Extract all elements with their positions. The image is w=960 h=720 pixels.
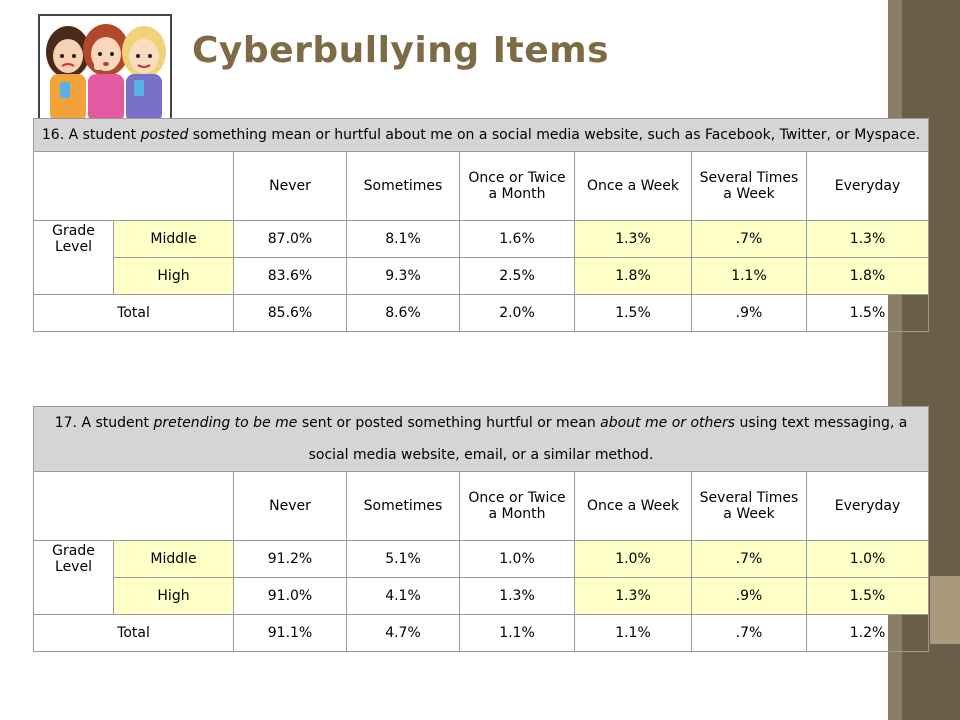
table-cell: 2.5% — [460, 258, 575, 295]
table-row-high — [34, 258, 929, 295]
table-cell: 5.1% — [347, 541, 460, 578]
table-cell: 1.6% — [460, 221, 575, 258]
table-cell: 1.2% — [807, 615, 929, 652]
column-header: Once or Twice a Month — [460, 472, 575, 541]
question-17-table — [33, 406, 929, 652]
column-header: Everyday — [807, 472, 929, 541]
table-cell: 1.3% — [460, 578, 575, 615]
column-header: Never — [234, 472, 347, 541]
column-header: Everyday — [807, 152, 929, 221]
table-cell-highlight: .9% — [692, 578, 807, 615]
table-cell-highlight: .7% — [692, 221, 807, 258]
question-17-text: 17. A student pretending to be me sent or posted something hurtful or mean about me or others using text messaging, a social media website, email, or a similar method. — [34, 407, 929, 472]
table-cell: 1.1% — [575, 615, 692, 652]
table-cell: 9.3% — [347, 258, 460, 295]
table-cell: 8.6% — [347, 295, 460, 332]
table-cell-highlight: .7% — [692, 541, 807, 578]
table-cell: 87.0% — [234, 221, 347, 258]
column-header: Several Times a Week — [692, 472, 807, 541]
table-cell: 4.1% — [347, 578, 460, 615]
slide-title: Cyberbullying Items — [192, 30, 610, 71]
table-cell: 2.0% — [460, 295, 575, 332]
column-header: Several Times a Week — [692, 152, 807, 221]
empty-header-cell — [34, 472, 234, 541]
table-cell-highlight: 1.3% — [575, 578, 692, 615]
girls-illustration-icon — [38, 14, 172, 124]
slide-side-accent — [930, 576, 960, 644]
question-16-text: 16. A student posted something mean or hurtful about me on a social media website, such as Facebook, Twitter, or Myspace. — [34, 119, 929, 152]
question-16-table — [33, 118, 929, 332]
table-cell: 8.1% — [347, 221, 460, 258]
column-header: Sometimes — [347, 472, 460, 541]
table-cell-highlight: 1.3% — [575, 221, 692, 258]
table-row-total — [34, 295, 929, 332]
column-header: Sometimes — [347, 152, 460, 221]
row-label-middle: Middle — [114, 221, 234, 258]
table-cell: 1.5% — [575, 295, 692, 332]
row-label-grade-level: Grade Level — [34, 541, 114, 615]
table-cell-highlight: 1.8% — [575, 258, 692, 295]
table-cell: 1.0% — [460, 541, 575, 578]
table-row-middle — [34, 221, 929, 258]
table-row-total — [34, 615, 929, 652]
table-cell: 1.5% — [807, 295, 929, 332]
table-row-high — [34, 578, 929, 615]
table-cell-highlight: 1.0% — [575, 541, 692, 578]
empty-header-cell — [34, 152, 234, 221]
row-label-middle: Middle — [114, 541, 234, 578]
row-label-grade-level: Grade Level — [34, 221, 114, 295]
table-cell: 85.6% — [234, 295, 347, 332]
column-header: Never — [234, 152, 347, 221]
table-row-middle — [34, 541, 929, 578]
table-cell-highlight: 1.5% — [807, 578, 929, 615]
table-cell: .7% — [692, 615, 807, 652]
table-cell: 83.6% — [234, 258, 347, 295]
table-cell: 4.7% — [347, 615, 460, 652]
column-header: Once a Week — [575, 472, 692, 541]
table-cell-highlight: 1.0% — [807, 541, 929, 578]
column-header: Once a Week — [575, 152, 692, 221]
table-cell-highlight: 1.8% — [807, 258, 929, 295]
row-label-high: High — [114, 258, 234, 295]
table-cell-highlight: 1.1% — [692, 258, 807, 295]
table-cell: 91.0% — [234, 578, 347, 615]
table-cell: .9% — [692, 295, 807, 332]
row-label-total: Total — [34, 295, 234, 332]
column-header: Once or Twice a Month — [460, 152, 575, 221]
table-cell: 91.1% — [234, 615, 347, 652]
table-cell: 91.2% — [234, 541, 347, 578]
table-cell-highlight: 1.3% — [807, 221, 929, 258]
row-label-total: Total — [34, 615, 234, 652]
row-label-high: High — [114, 578, 234, 615]
table-cell: 1.1% — [460, 615, 575, 652]
